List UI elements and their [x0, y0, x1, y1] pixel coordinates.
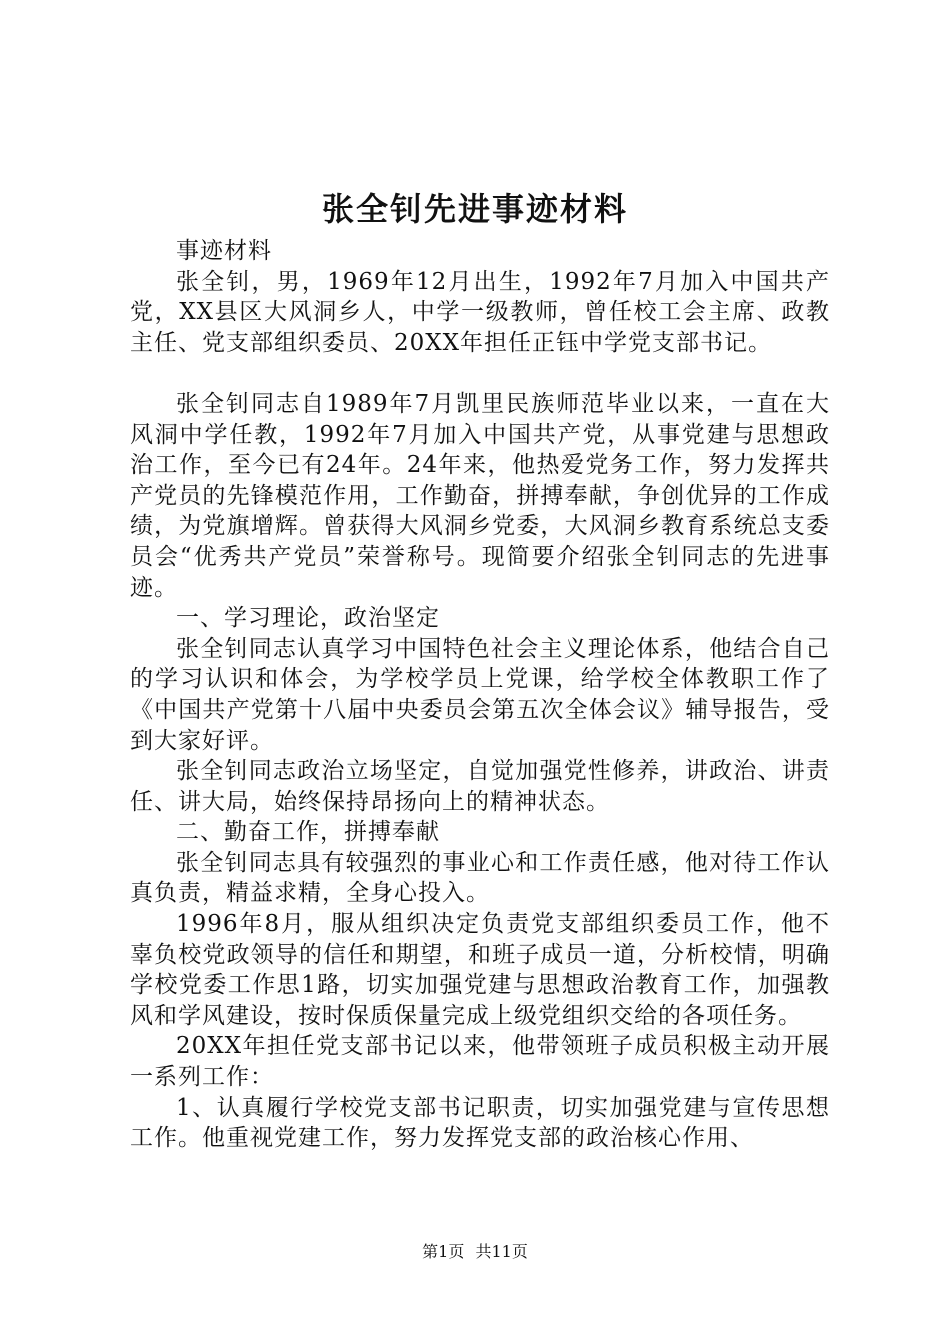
- paragraph-politics: 张全钊同志政治立场坚定，自觉加强党性修养，讲政治、讲责任、讲大局，始终保持昂扬向上的精神状态。: [130, 758, 830, 815]
- paragraph-item-1: 1、认真履行学校党支部书记职责，切实加强党建与宣传思想工作。他重视党建工作，努力发挥党支部的政治核心作用、: [130, 1094, 830, 1152]
- page-total: 共11页: [475, 1242, 528, 1261]
- paragraph-theory: 张全钊同志认真学习中国特色社会主义理论体系，他结合自己的学习认识和体会，为学校学员上党课，给学校全体教职工作了《中国共产党第十八届中央委员会第五次全体会议》辅导报告，受到大家好评。: [130, 635, 830, 754]
- section-heading-1: 一、学习理论，政治坚定: [176, 605, 440, 632]
- paragraph-intro: 张全钊，男，1969年12月出生，1992年7月加入中国共产党，XX县区大风洞乡人，中学一级教师，曾任校工会主席、政教主任、党支部组织委员、20XX年担任正钰中学党支部书记。: [130, 268, 830, 356]
- document-body: [130, 236, 830, 1154]
- paragraph-spacer: [130, 358, 830, 389]
- section-heading-2: 二、勤奋工作，拼搏奉献: [176, 819, 440, 846]
- paragraph-1996: 1996年8月，服从组织决定负责党支部组织委员工作，他不辜负校党政领导的信任和期望，和班子成员一道，分析校情，明确学校党委工作思1路，切实加强党建与思想政治教育工作，加强教风和学风建设，按时保质保量完成上级党组织交给的各项任务。: [130, 911, 830, 1029]
- page-number: 第1页: [422, 1242, 465, 1261]
- document-title: 张全钊先进事迹材料: [321, 190, 628, 228]
- paragraph-secretary: 20XX年担任党支部书记以来，他带领班子成员积极主动开展一系列工作：: [130, 1033, 830, 1091]
- paragraph-label: 事迹材料: [176, 238, 272, 264]
- paragraph-summary: 张全钊同志自1989年7月凯里民族师范毕业以来，一直在大风洞中学任教，1992年7月加入中国共产党，从事党建与思想政治工作，至今已有24年。24年来，他热爱党务工作，努力发挥共产党员的先锋模范作用，工作勤奋，拼搏奉献，争创优异的工作成绩，为党旗增辉。曾获得大风洞乡党委，大风洞乡教育系统总支委员会“优秀共产党员”荣誉称号。现简要介绍张全钊同志的先进事迹。: [130, 390, 830, 601]
- page-footer: [0, 1240, 950, 1264]
- paragraph-dedication: 张全钊同志具有较强烈的事业心和工作责任感，他对待工作认真负责，精益求精，全身心投入。: [130, 849, 830, 907]
